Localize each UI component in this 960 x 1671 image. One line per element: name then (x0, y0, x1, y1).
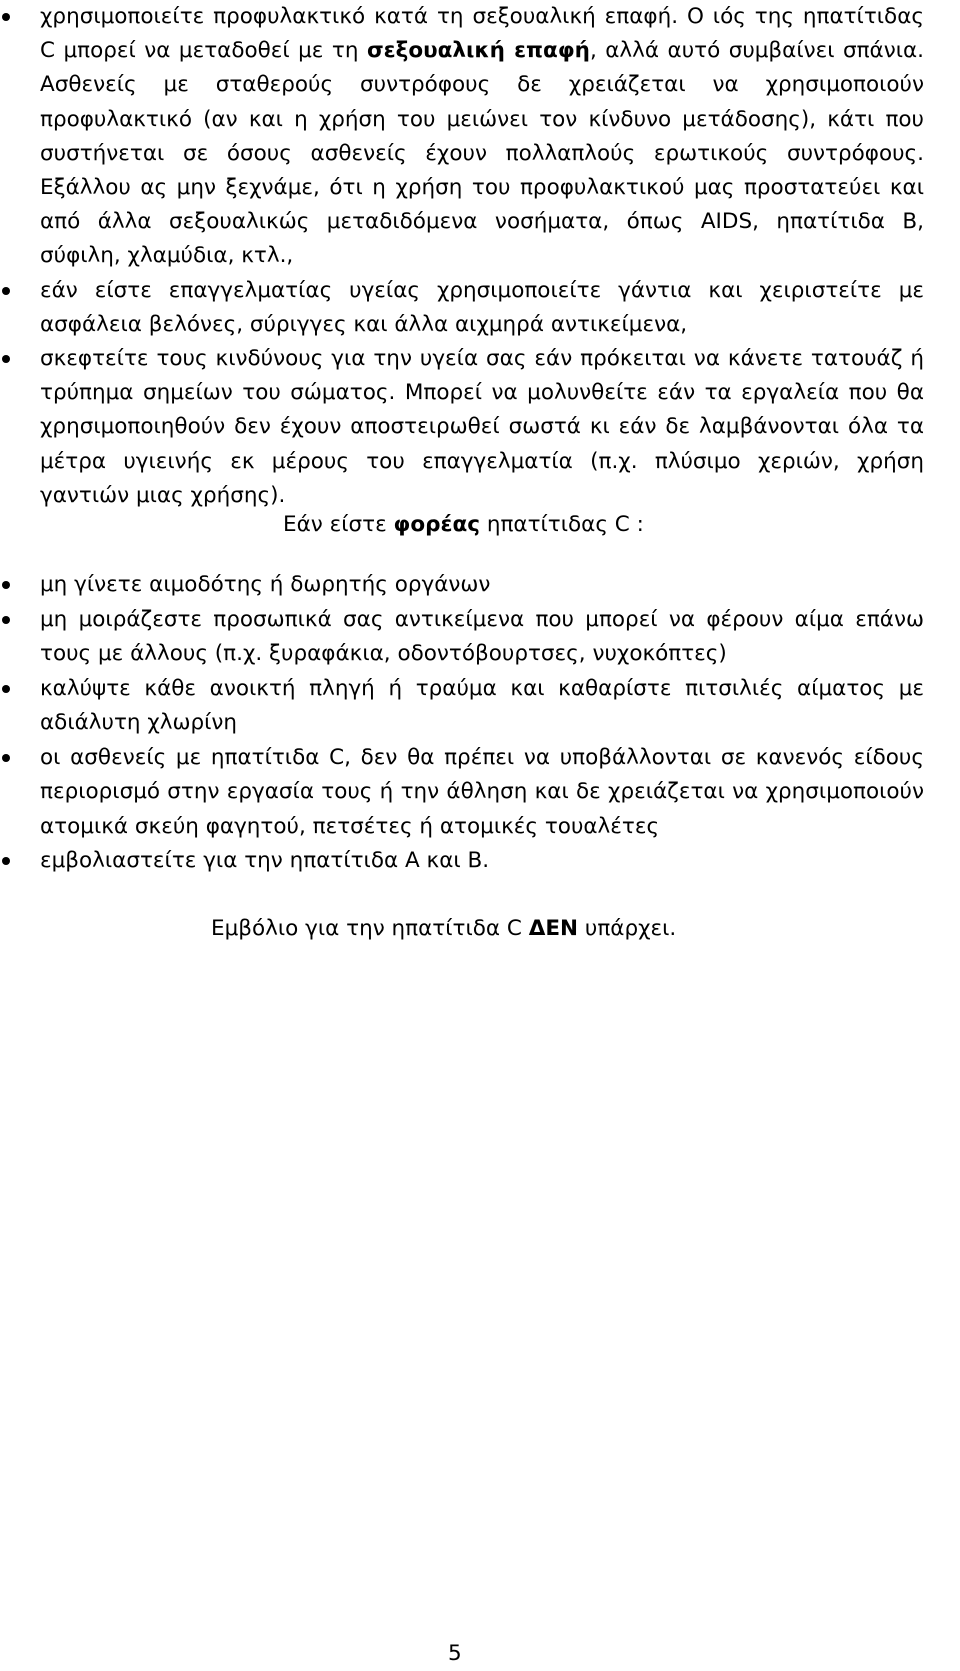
list-item-text: , αλλά αυτό συμβαίνει σπάνια. Ασθενείς με σταθερούς συντρόφους δε χρειάζεται να χρησιμοποιούν προφυλακτικό (αν και η χρήση του μειώνει τον κίνδυνο μετάδοσης), κάτι που συστήνεται σε όσους ασθενείς έχουν πολλαπλούς ερωτικούς συντρόφους. Εξάλλου ας μην ξεχνάμε, ότι η χρήση του προφυλακτικού μας προστατεύει και από άλλα σεξουαλικώς μεταδιδόμενα νοσήματα, όπως AIDS, ηπατίτιδα Β, σύφιλη, χλαμύδια, κτλ., (40, 38, 925, 269)
emphasis-text: ΔΕΝ (528, 916, 579, 941)
carrier-advice-list (0, 568, 960, 879)
bullet-icon (2, 581, 10, 589)
prevention-list (0, 0, 960, 513)
list-item-text: εάν είστε επαγγελματίας υγείας χρησιμοποιείτε γάντια και χειριστείτε με ασφάλεια βελόνες, σύριγγες και άλλα αιχμηρά αντικείμενα, (40, 277, 924, 337)
bullet-icon (2, 685, 10, 693)
list-item-text: εμβολιαστείτε για την ηπατίτιδα Α και Β. (40, 848, 490, 873)
list-item-text: μη γίνετε αιμοδότης ή δωρητής οργάνων (40, 572, 491, 597)
list-item-text: σκεφτείτε τους κινδύνους για την υγεία σας εάν πρόκειται να κάνετε τατουάζ ή τρύπημα σημείων του σώματος. Μπορεί να μολυνθείτε εάν τα εργαλεία που θα χρησιμοποιηθούν δεν έχουν αποστειρωθεί σωστά κι εάν δε λαμβάνονται όλα τα μέτρα υγιεινής εκ μέρους του επαγγελματία (π.χ. πλύσιμο χεριών, χρήση γαντιών μιας χρήσης). (40, 346, 924, 508)
list-item (0, 672, 924, 741)
heading-text: Εάν είστε (283, 512, 394, 537)
list-item-text: καλύψτε κάθε ανοικτή πληγή ή τραύμα και καθαρίστε πιτσιλιές αίματος με αδιάλυτη χλωρίνη (40, 675, 924, 735)
list-item (0, 741, 924, 845)
bullet-icon (2, 754, 10, 762)
note-text: Εμβόλιο για την ηπατίτιδα C (211, 916, 529, 941)
emphasis-text: σεξουαλική επαφή (366, 38, 590, 64)
list-item-text: οι ασθενείς με ηπατίτιδα C, δεν θα πρέπει να υποβάλλονται σε κανενός είδους περιορισμό στην εργασία τους ή την άθληση και δε χρειάζεται να χρησιμοποιούν ατομικά σκεύη φαγητού, πετσέτες ή ατομικές τουαλέτες (40, 744, 924, 839)
carrier-heading (283, 508, 644, 542)
heading-text: ηπατίτιδας C : (480, 512, 644, 537)
list-item (0, 274, 924, 342)
bullet-icon (2, 857, 10, 865)
list-item-text: χρησιμοποιείτε προφυλακτικό κατά τη σεξουαλική επαφή. Ο ιός της ηπατίτιδας C μπορεί να μεταδοθεί με τη (40, 4, 924, 64)
list-item (0, 603, 924, 672)
bullet-icon (2, 13, 10, 21)
list-item (0, 568, 924, 603)
list-item (0, 0, 924, 274)
emphasis-text: φορέας (393, 512, 480, 537)
page-number: 5 (448, 1641, 462, 1666)
bullet-icon (2, 355, 10, 363)
bullet-icon (2, 287, 10, 295)
vaccine-note (211, 912, 676, 946)
list-item-text: μη μοιράζεστε προσωπικά σας αντικείμενα που μπορεί να φέρουν αίμα επάνω τους με άλλους (π.χ. ξυραφάκια, οδοντόβουρτσες, νυχοκόπτες) (40, 606, 924, 666)
note-text: υπάρχει. (578, 916, 677, 941)
bullet-icon (2, 616, 10, 624)
list-item (0, 342, 924, 513)
list-item (0, 844, 924, 879)
